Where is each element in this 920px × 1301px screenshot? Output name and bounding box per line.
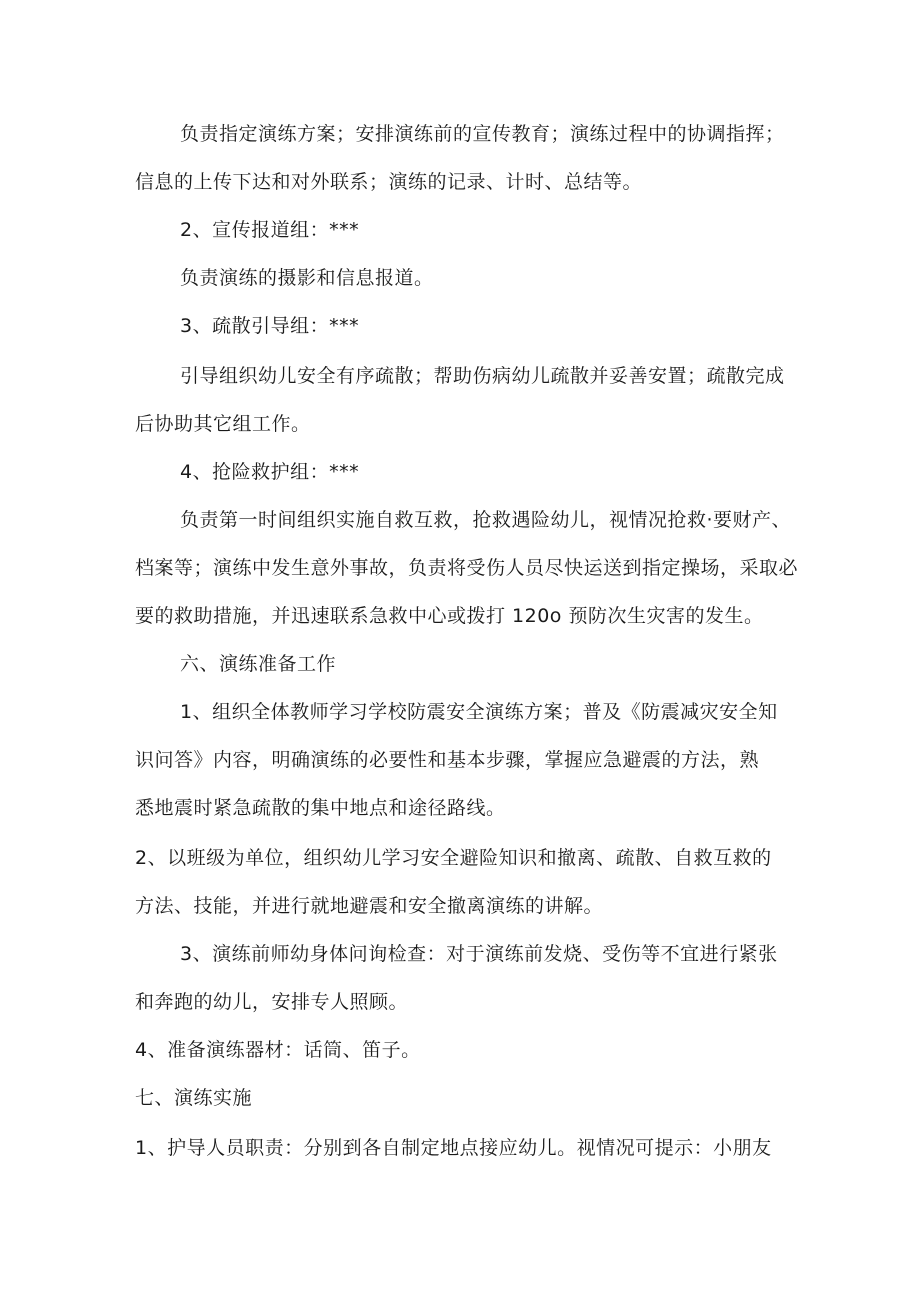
paragraph-line: 悉地震时紧急疏散的集中地点和途径路线。 <box>135 797 506 819</box>
paragraph-line: 引导组织幼儿安全有序疏散；帮助伤病幼儿疏散并妥善安置；疏散完成 <box>180 365 785 387</box>
section-heading: 六、演练准备工作 <box>180 653 337 675</box>
paragraph-line: 信息的上传下达和对外联系；演练的记录、计时、总结等。 <box>135 171 643 193</box>
paragraph-line: 后协助其它组工作。 <box>135 413 311 435</box>
section-heading: 七、演练实施 <box>135 1087 253 1109</box>
paragraph-line: 4、准备演练器材：话筒、笛子。 <box>135 1039 421 1061</box>
paragraph-line: 负责指定演练方案；安排演练前的宣传教育；演练过程中的协调指挥； <box>180 123 785 145</box>
paragraph-line: 1、护导人员职责：分别到各自制定地点接应幼儿。视情况可提示：小朋友 <box>135 1137 772 1159</box>
paragraph-line: 方法、技能，并进行就地避震和安全撤离演练的讲解。 <box>135 895 604 917</box>
paragraph-line: 要的救助措施，并迅速联系急救中心或拨打 120o 预防次生灾害的发生。 <box>135 605 764 627</box>
paragraph-line: 档案等；演练中发生意外事故，负责将受伤人员尽快运送到指定操场，采取必 <box>135 557 799 579</box>
section-heading: 2、宣传报道组：*** <box>180 219 360 241</box>
paragraph-line: 负责演练的摄影和信息报道。 <box>180 267 434 289</box>
paragraph-line: 3、演练前师幼身体问询检查：对于演练前发烧、受伤等不宜进行紧张 <box>180 943 778 965</box>
paragraph-line: 1、组织全体教师学习学校防震安全演练方案；普及《防震减灾安全知 <box>180 701 778 723</box>
paragraph-line: 负责第一时间组织实施自救互救，抢救遇险幼儿，视情况抢救·要财产、 <box>180 509 792 531</box>
paragraph-line: 和奔跑的幼儿，安排专人照顾。 <box>135 991 409 1013</box>
section-heading: 3、疏散引导组：*** <box>180 315 360 337</box>
section-heading: 4、抢险救护组：*** <box>180 461 360 483</box>
paragraph-line: 识问答》内容，明确演练的必要性和基本步骤，掌握应急避震的方法，熟 <box>135 749 760 771</box>
paragraph-line: 2、以班级为单位，组织幼儿学习安全避险知识和撤离、疏散、自救互救的 <box>135 847 772 869</box>
